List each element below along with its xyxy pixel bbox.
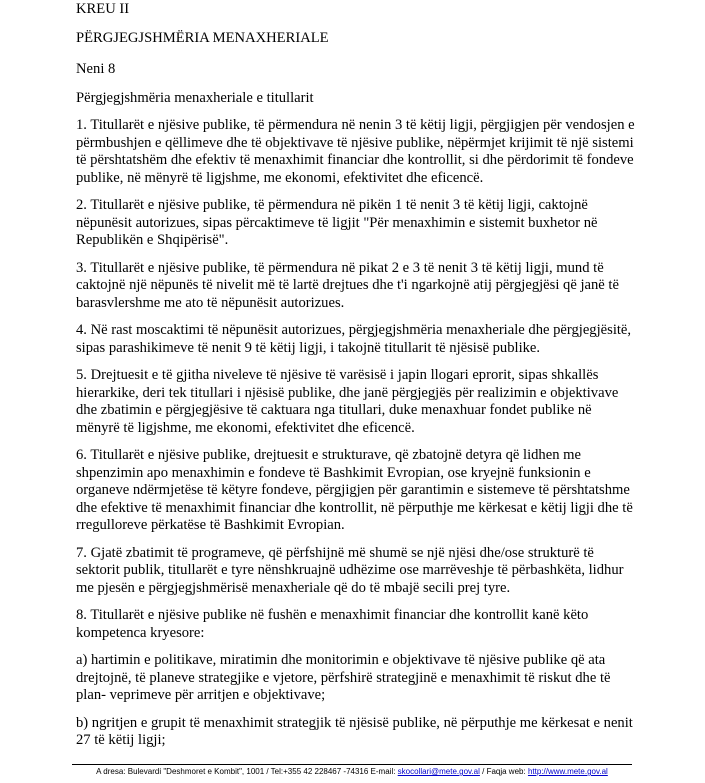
paragraph-line: shpenzimin apo menaxhimin e fondeve të Bashkimit Evropian, ose kryejnë funksionin e (76, 464, 591, 481)
article-subtitle: Përgjegjshmëria menaxheriale e titullarit (76, 90, 314, 106)
paragraph-line: 4. Në rast moscaktimi të nëpunësit autorizues, përgjegjshmëria menaxheriale dhe përgjegjësitë, (76, 322, 632, 338)
paragraph-line: dhe zbatimin e përgjegjësive të caktuara nga titullari, duke menaxhuar fondet publike në (76, 402, 592, 418)
footer-web-link[interactable]: http://www.mete.gov.al (527, 767, 608, 776)
paragraph-line: organeve ndërmjetëse të këtyre fondeve, përgjigjen për garantimin e sistemeve të përshtatshme (76, 482, 630, 498)
paragraph-line: b) ngritjen e grupit të menaxhimit strategjik të njësisë publike, në përputhje me kërkesat e nenit (76, 714, 633, 731)
paragraph-line: hierarkike, deri tek titullari i njësisë publike, dhe janë përgjegjës për realizimin e objektivave (76, 384, 619, 401)
chapter-heading: KREU II (76, 1, 130, 17)
paragraph-line: a) hartimin e politikave, miratimin dhe monitorimin e objektivave të njësive publike që ata (76, 652, 606, 668)
paragraph-line: nëpunësit autorizues, sipas përcaktimeve të ligjit "Për menaxhimin e sistemit buxhetor në (76, 214, 598, 231)
paragraph-5 (76, 367, 636, 437)
paragraph-line: 8. Titullarët e njësive publike në fushën e menaxhimit financiar dhe kontrollit kanë këto (76, 607, 589, 623)
footer-email-link[interactable]: skocollari@mete.gov.al (397, 767, 480, 776)
paragraph-line: plan- veprimeve për arritjen e objektivave; (76, 687, 326, 703)
paragraph-line: publike, në mënyrë të ligjshme, me ekonomi, efektivitet dhe eficencë. (76, 169, 484, 186)
paragraph-4 (76, 322, 636, 357)
paragraph-8a (76, 652, 636, 705)
footer-address: A dresa: Bulevardi "Deshmoret e Kombit", 1001 / Tel:+355 42 228467 -74316 E-mail: (96, 767, 398, 776)
paragraph-line: 7. Gjatë zbatimit të programeve, që përfshijnë më shumë se një njësi dhe/ose strukturë të (76, 544, 594, 561)
paragraph-line: mënyrë të ligjshme, me ekonomi, efektivitet dhe eficencë. (76, 419, 415, 436)
article-number: Neni 8 (76, 61, 116, 77)
paragraph-line: 3. Titullarët e njësive publike, të përmendura në pikat 2 e 3 të nenit 3 të këtij ligji, mund të (76, 259, 604, 276)
paragraph-line: me pjesën e përgjegjshmërisë menaxheriale që do të mbajë secili prej tyre. (76, 579, 511, 596)
paragraph-line: 5. Drejtuesit e të gjitha niveleve të njësive të varësisë i japin llogari eprorit, sipas shkallës (76, 367, 599, 383)
paragraph-8 (76, 607, 636, 642)
footer-web-label: / Faqja web: (479, 767, 528, 776)
paragraph-line: rregulloreve përkatëse të Bashkimit Evropian. (76, 517, 345, 533)
paragraph-6 (76, 447, 636, 535)
paragraph-line: sektorit publik, titullarët e tyre nënshkruajnë udhëzime ose marrëveshje të përbashkëta, lidhur (76, 562, 624, 578)
paragraph-2 (76, 197, 636, 250)
paragraph-line: 27 të këtij ligji; (76, 732, 166, 748)
paragraph-line: 1. Titullarët e njësive publike, të përmendura në nenin 3 të këtij ligji, përgjigjen për vendosjen e (76, 117, 635, 133)
paragraph-3 (76, 260, 636, 313)
paragraph-8b (76, 715, 636, 750)
paragraph-line: 6. Titullarët e njësive publike, drejtuesit e strukturave, që zbatojnë detyra që lidhen me (76, 447, 581, 463)
paragraph-line: drejtojnë, të planeve strategjike e vjetore, përfshirë strategjinë e menaxhimit të riskut dhe të (76, 669, 611, 686)
paragraph-line: Republikën e Shqipërisë". (76, 232, 229, 248)
document-body (76, 0, 636, 750)
paragraph-line: kompetenca kryesore: (76, 624, 205, 641)
paragraph-line: të përshtatshëm dhe efektiv të menaxhimit financiar dhe kontrollit, si dhe përdorimit të fondeve (76, 152, 634, 168)
paragraph-1 (76, 117, 636, 187)
paragraph-line: caktojnë një nëpunës të nivelit më të lartë drejtues dhe t'i ngarkojnë atij përgjegjësi që janë të (76, 277, 619, 293)
paragraph-line: 2. Titullarët e njësive publike, të përmendura në pikën 1 të nenit 3 të këtij ligji, caktojnë (76, 197, 588, 213)
paragraph-line: përmbushjen e qëllimeve dhe të objektivave të njësive publike, nëpërmjet krijimit të një sistemi (76, 134, 634, 151)
page-footer (72, 764, 632, 777)
paragraph-7 (76, 545, 636, 598)
paragraph-line: barasvlershme me ato të nëpunësit autorizues. (76, 294, 345, 311)
chapter-title: PËRGJEGJSHMËRIA MENAXHERIALE (76, 30, 329, 46)
paragraph-line: sipas parashikimeve të nenit 9 të këtij ligji, i takojnë titullarit të njësisë publike. (76, 339, 541, 356)
paragraph-line: dhe efektive të menaxhimit financiar dhe kontrollit, në përputhje me kërkesat e këtij ligji dhe të (76, 499, 633, 516)
